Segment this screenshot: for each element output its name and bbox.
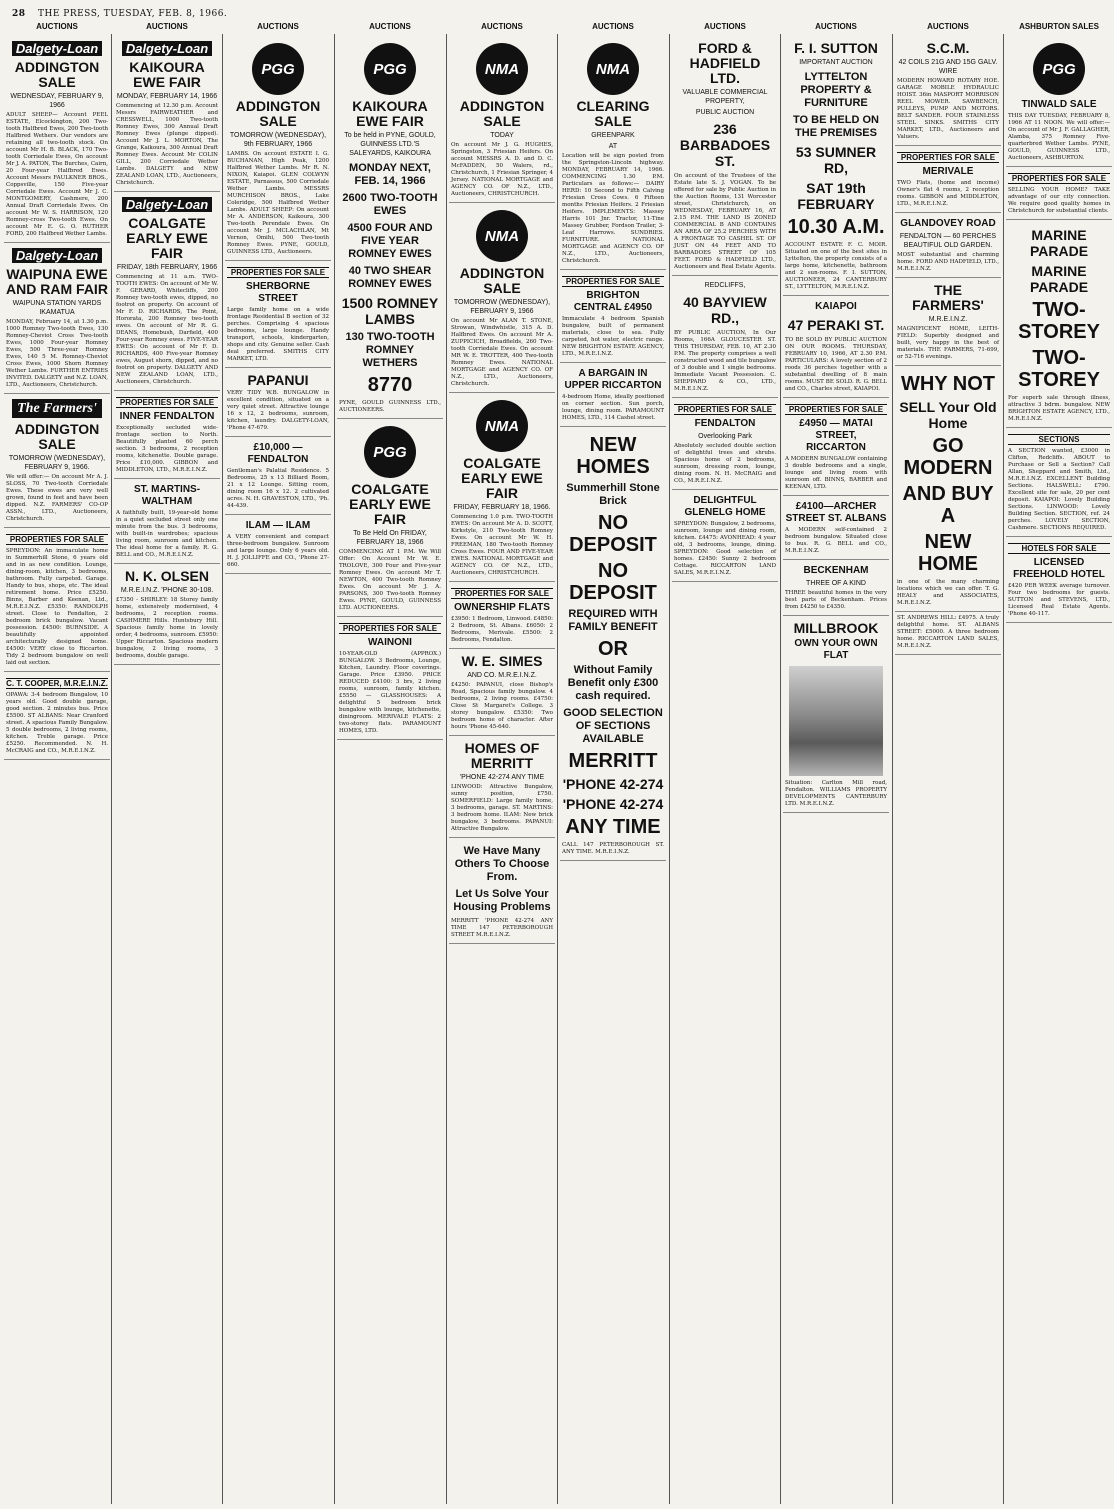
- ad-dateline: TOMORROW (WEDNESDAY), FEBRUARY 9, 1966: [453, 299, 551, 315]
- ad-title: PAPANUI: [247, 372, 309, 388]
- ad-block: [225, 368, 331, 437]
- advertiser-logo: Dalgety-Loan: [12, 41, 102, 56]
- ad-body: A faithfully built, 19-year-old home in a quiet secluded street only one minute from the bus. 3 bedrooms, with built-in wardrobes; spacious living room, sunroom and kitchen. The ideal home for a family. R. G. BELL and CO., M.R.E.I.N.Z.: [116, 510, 218, 558]
- column-rule: [334, 34, 335, 1504]
- ad-title: FORD & HADFIELD LTD.: [689, 40, 761, 86]
- display-line: Without Family Benefit only £300 cash required.: [567, 664, 659, 702]
- ad-body: LINWOOD: Attractive Bungalow, sunny position, £750. SOMERFIELD: Large family home, 3 bedrooms, garage. ST. MARTINS: 3 bedroom home. ILAM: New brick bungalow, 3 bedrooms. PAPANUI: Attractive Bungalow.: [451, 784, 553, 832]
- ad-tagline: Overlooking Park: [698, 433, 752, 440]
- ad-title: MILLBROOK: [793, 620, 879, 636]
- ad-block: [449, 582, 555, 649]
- ad-body: Commencing at 11 a.m. TWO-TOOTH EWES: On account of Mr W. F. GERARD, Whitecliffs, 200 Romney two-tooth ewes, dipped, no footrot on property. On account of Mr F. D. RICHARDS, The Point, Hororata, 200 Romney two-tooth ewes. On account of Mr R. G. DEANS, Homebush, Darfield, 400 Four-year Romney ewes. FIVE-YEAR EWES: On account of Mr F. D. RICHARDS, 400 Five-year Romney ewes, August shorn, dipped, and no footrot on property. DALGETY AND NEW ZEALAND LOAN, LTD., Auctioneers, Christchurch.: [116, 274, 218, 385]
- ad-body: COMMENCING AT 1 P.M. We Will Offer: On Account Mr W. E. TROLOVE, 300 Four and Five-year Romney Ewes. On account Mr T. NEWTON, 400 Two-tooth Romney Ewes. On account Mr J. A. PARSONS, 300 Two-tooth Romney Ewes. PYNE, GOULD, GUINNESS LTD. AUCTIONEERS.: [339, 549, 441, 611]
- ad-title: COALGATE EARLY EWE FAIR: [126, 215, 208, 261]
- ad-block: [783, 616, 889, 813]
- ad-block: [1006, 428, 1112, 537]
- column: [560, 36, 666, 1501]
- display-line: Let Us Solve Your Housing Problems: [453, 888, 551, 913]
- column: [783, 36, 889, 1501]
- ad-block: [114, 36, 220, 192]
- section-heading: PROPERTIES FOR SALE: [339, 623, 441, 634]
- display-line: 40 TWO SHEAR ROMNEY EWES: [348, 265, 432, 290]
- column-rule: [222, 34, 223, 1504]
- display-line: GO MODERN: [903, 435, 993, 479]
- ad-block: [449, 203, 555, 393]
- ad-tagline: IMPORTANT AUCTION: [799, 59, 873, 66]
- column: [337, 36, 443, 1501]
- display-line: MARINE PARADE: [1029, 227, 1089, 259]
- ad-title: HOMES OF MERRITT: [464, 740, 540, 771]
- ad-body: A SECTION wanted, £3000 in Clifton, Redcliffs. ABOUT to Purchase or Sell a Section? Call Allan, Sheppard and Smith, Ltd., M.R.E.I.N.Z. EXCELLENT Building Sections. HALSWELL: £790. Excellent site for sale, 20 per cent deposit. KAIAPOI: Lovely Building Sections. LINWOOD: Lovely Building Section. SECTION, ref. 24 perches. LOVELY SECTION, Cashmere. SECTIONS REQUIRED.: [1008, 448, 1110, 531]
- ad-dateline: FRIDAY, FEBRUARY 18, 1966.: [453, 504, 551, 511]
- ad-title: ADDINGTON SALE: [459, 265, 545, 296]
- section-heading: C. T. COOPER, M.R.E.I.N.Z.: [6, 679, 108, 688]
- ad-body: We will offer:— On account Mr A. J. SLOSS, 70 Two-tooth Corriedale Ewes. These ewes are very well grown, found in feet and have been dipped. N.Z. FARMERS' CO-OP ASSN., LTD., Auctioneers, Christchurch.: [6, 474, 108, 522]
- advertiser-logo: Dalgety-Loan: [12, 248, 102, 263]
- ad-subtitle: BRIGHTON CENTRAL £4950: [573, 290, 653, 313]
- ad-dateline: FRIDAY, 18th FEBRUARY, 1966: [116, 264, 218, 271]
- column-rule: [446, 34, 447, 1504]
- ad-dateline: PUBLIC AUCTION: [695, 109, 755, 116]
- advertiser-logo: PGG: [364, 426, 416, 478]
- column-heading: AUCTIONS: [815, 22, 857, 31]
- ad-block: [4, 672, 110, 760]
- ad-block: [895, 366, 1001, 612]
- display-line: TO BE HELD ON THE PREMISES: [793, 114, 879, 139]
- ad-body: CALL 147 PETERBOROUGH ST. ANY TIME. M.R.E.I.N.Z.: [562, 842, 664, 855]
- display-line: NEW HOME: [918, 531, 978, 575]
- ad-title: W. E. SIMES: [461, 653, 543, 669]
- display-line: 53 SUMNER RD,: [795, 144, 877, 176]
- ad-dateline: TOMORROW (WEDNESDAY), FEBRUARY 9, 1966.: [8, 455, 106, 471]
- ad-subtitle: SHERBORNE STREET: [246, 281, 310, 304]
- ad-dateline: WAIPUNA STATION YARDS IKAMATUA: [12, 300, 102, 316]
- ad-block: [4, 36, 110, 243]
- ad-tagline: GREENPARK: [591, 132, 635, 139]
- column-heading: AUCTIONS: [257, 22, 299, 31]
- ad-subtitle: INNER FENDALTON: [119, 411, 215, 422]
- display-line: MONDAY NEXT, FEB. 14, 1966: [349, 162, 431, 187]
- ad-block: [449, 36, 555, 203]
- display-line: TWO-STOREY: [1018, 347, 1100, 391]
- column-rule: [111, 34, 112, 1504]
- ad-body: VERY TIDY W.B. BUNGALOW in excellent condition, situated on a very quiet street. Attractive lounge 16 x 12, 2 bedrooms, sunroom, kitchen, laundry. DALGETY-LOAN, 'Phone 47-679.: [227, 390, 329, 431]
- ad-subtitle: TINWALD SALE: [1021, 99, 1097, 110]
- ad-block: [225, 261, 331, 368]
- ad-block: [895, 213, 1001, 278]
- column: [114, 36, 220, 1501]
- ad-dateline: AT: [608, 143, 618, 150]
- ad-block: [449, 736, 555, 838]
- ad-body: Gentleman's Palatial Residence. 5 Bedrooms, 25 x 13 Billiard Room, 21 x 12 Lounge. Sitting room, dining room 16 x 12. 2 cultivated acres. N. H. GRAVESTON, LTD., 'Ph. 44-439.: [227, 468, 329, 509]
- display-line: We Have Many Others To Choose From.: [454, 845, 550, 883]
- section-heading: SECTIONS: [1008, 434, 1110, 445]
- ad-block: [895, 146, 1001, 213]
- ad-title: S.C.M.: [926, 40, 970, 56]
- section-heading: PROPERTIES FOR SALE: [227, 267, 329, 278]
- display-line: GOOD SELECTION OF SECTIONS AVAILABLE: [563, 707, 663, 745]
- display-line: LYTTELTON PROPERTY & FURNITURE: [800, 71, 872, 109]
- ad-block: [560, 363, 666, 427]
- ad-title: F. I. SUTTON: [794, 40, 878, 56]
- ad-tagline: THREE OF A KIND: [806, 580, 866, 587]
- ad-body: LAMBS. On account ESTATE I. G. BUCHANAN, High Peak, 1200 Halfbred Wether Lambs. Mr R. N. NIXON, Kaiapoi. GLEN COLWYN ESTATE, Parnassus, 500 Corriedale Wether Lambs. MESSRS MURCHISON BROS., Lake Coleridge, 500 Halfbred Wether Lambs. ADULT SHEEP: On account Mr A. ANDERSON, Kaikoura, 300 Two-tooth Perendale Ewes. On account Mr J. MCLACHLAN, Mt Vernon, Omihi, 500 Two-tooth Romney Ewes. PYNE, GOULD, GUINNESS LTD., Auctioneers.: [227, 151, 329, 255]
- display-line: SAT 19th FEBRUARY: [797, 180, 875, 212]
- ad-body: ACCOUNT ESTATE F. C. MOIR. Situated on one of the best sites in Lyttelton, the property consists of a large home, kitchenette, bathroom and 2 sun-rooms. F. I. SUTTON, AUCTIONEER, 24 CANTERBURY ST., LYTTELTON, M.R.E.I.N.Z.: [785, 242, 887, 290]
- advertiser-logo: PGG: [364, 43, 416, 95]
- ad-block: [449, 838, 555, 944]
- display-line: SELL Your Old Home: [899, 399, 997, 431]
- ad-title: ADDINGTON SALE: [14, 59, 100, 90]
- ad-block: [225, 437, 331, 515]
- ad-body: On account Mr J. G. HUGHES, Springston, 3 Friesian Heifers. On account MESSRS A. D. and D. C. McFADDEN, 50 Walers, rd., Christchurch, 1 Friesian Springer, 4 Jersey. NATIONAL MORTGAGE and AGENCY CO. OF N.Z., LTD., Auctioneers, CHRISTCHURCH.: [451, 142, 553, 197]
- column-heading: AUCTIONS: [704, 22, 746, 31]
- column-rule: [780, 34, 781, 1504]
- ad-body: Large family home on a wide frontage Residential B section of 32 perches. Comprising 4 spacious bedrooms, large lounge. Handy transport, schools, kindergarten, shops and city. Genuine seller. Cash deal preferred. SMITHS CITY MARKET, LTD.: [227, 307, 329, 362]
- ad-body: TWO Flats, (home and income) Owner's flat 4 rooms, 2 reception rooms. GIBBON and MIDDLETON, LTD., M.R.E.I.N.Z.: [897, 180, 999, 207]
- advertiser-logo: PGG: [1033, 43, 1085, 95]
- ad-dateline: TOMORROW (WEDNESDAY), 9th FEBRUARY, 1966: [229, 132, 327, 148]
- display-line: 236 BARBADOES ST.: [679, 121, 771, 169]
- ad-subtitle: BECKENHAM: [803, 565, 869, 576]
- ad-title: KAIKOURA EWE FAIR: [129, 59, 205, 90]
- ad-body: A VERY convenient and compact three-bedroom bungalow. Sunroom and large lounge. Only 6 years old. H. J. JOLLIFFE and CO., 'Phone 27-660.: [227, 534, 329, 568]
- section-heading: PROPERTIES FOR SALE: [674, 404, 776, 415]
- ad-body: On account of the Trustees of the Estate late S. J. VOGAN. To be offered for sale by Public Auction in the Auction Rooms, 131 Worcester street, Christchurch, on WEDNESDAY, FEBRUARY 16, AT 2.15 P.M. THE LAND IS ZONED COMMERCIAL B AND CONTAINS AN AREA OF 25.2 PERCHES WITH A FRONTAGE TO CASHEL ST. OF JUST ON 44 FEET AND TO BARBADOES STREET OF 105 FEET. FORD & HADFIELD LTD., Auctioneers and Real Estate Agents.: [674, 173, 777, 270]
- ad-body: A MODERN self-contained 2 bedroom bungalow. Situated close to bus. R. G. BELL and CO., M.R.E.I.N.Z.: [785, 527, 887, 554]
- ad-body: Absolutely secluded double section of delightful trees and shrubs. Spacious home of 2 bedrooms, sunroom, dressing room, lounge, dining room. N. H. McCRAIG and CO., M.R.E.I.N.Z.: [674, 443, 776, 484]
- ad-subtitle: WAINONI: [368, 637, 412, 648]
- ad-dateline: To Be Held On FRIDAY, FEBRUARY 18, 1966: [353, 530, 427, 546]
- ad-block: [449, 393, 555, 582]
- column-heading: AUCTIONS: [927, 22, 969, 31]
- display-line: 2600 TWO-TOOTH EWES: [342, 192, 438, 217]
- display-line: 130 TWO-TOOTH ROMNEY WETHERS: [345, 331, 435, 369]
- ad-body: Location will be sign posted from the Springston-Lincoln highway. MONDAY, FEBRUARY 14, 1966. COMMENCING 1.30 P.M. Particulars as follows:— DAIRY HERD: 10 Second to Fifth Calving Friesian Cross Cows. 6 Fifteen months Friesian Heifers. 2 Friesian Heifers. IMPLEMENTS: Massey Harris 101 Jnr. Tractor, 11-Tine Massey Grubber, Fordson Trailer, 3-Leaf Harrows. SUNDRIES. FURNITURE. NATIONAL MORTGAGE and AGENCY CO. OF N.Z., LTD., Auctioneers, Christchurch.: [562, 153, 664, 264]
- page-number: 28: [12, 9, 26, 19]
- advertiser-logo: NMA: [476, 210, 528, 262]
- ad-body: ADULT SHEEP— Account PEEL ESTATE, Elcockington, 200 Two-tooth Halfbred Ewes, 200 Two-tooth Halfbred Wethers. Our vendors are retaining all two-tooth stock. On account Mr H. B. BLACK, 170 Two-tooth Corriedale Ewes, On account Mr J. A. PATON, The Burches, Cairn, 20 Four-year Halfbred Ewes. Account Messrs FAULKNER BROS., Coppsville, 150 Five-year Corriedale Ewes. Account Mr J. C. MONTGOMERY, Cashmere, 200 Annual Draft Corriedale Ewes. On account Mr W. S. HARRISON, 120 Romney-cross Two-tooth Ewes. On account Mr E. G. O. RUTHER FORD, 200 Halfbred Wether Lambs.: [6, 112, 108, 237]
- ad-title: COALGATE EARLY EWE FAIR: [461, 455, 543, 501]
- ad-body: For superb sale through illness, attractive 3 bdrm. bungalow. NEW BRIGHTON ESTATE AGENCY, LTD., M.R.E.I.N.Z.: [1008, 395, 1110, 422]
- display-line: ANY TIME: [565, 816, 661, 838]
- ad-body: 10-YEAR-OLD (APPROX.) BUNGALOW. 3 Bedrooms, Lounge, Kitchen, Laundry. Floor coverings. Garage. Price £3950. PRICE REDUCED £4100: 3 brs, 2 living rooms, sunroom, family kitchen. £5550 — GLASSHOUSES: A delightful 5 bedroom brick bungalow with lounge, kitchenette, diningroom. MERIVALE FLATS: 2 two-storey flats. PARAMOUNT HOMES, LTD.: [339, 651, 441, 734]
- ad-body: MONDAY, February 14, at 1.30 p.m. 1000 Romney Two-tooth Ewes, 130 Romney-Cheviot Cross Two-tooth Ewes, 1000 Four-year Romney Ewes, 500 Three-year Romney Ewes, 140 5 M. Romney-Cheviot Cross Ewes, 1000 Shorn Romney Wether Lambs. FURTHER ENTRIES INVITED. DALGETY and N.Z. LOAN, LTD., Auctioneers, Christchurch.: [6, 319, 108, 388]
- ad-block: [1006, 537, 1112, 623]
- ad-body: Situation: Carlton Mill road, Fendalton. WILLIAMS PROPERTY DEVELOPMENTS CANTERBURY LTD. M.R.E.I.N.Z.: [785, 780, 887, 807]
- ad-block: [560, 270, 666, 363]
- column: [225, 36, 331, 1501]
- display-line: Summerhill Stone Brick: [566, 482, 660, 507]
- ad-title: CLEARING SALE: [576, 98, 650, 129]
- column-headings: [0, 22, 1114, 34]
- ad-dateline: M.R.E.I.N.Z.: [928, 316, 968, 323]
- display-line: 40 BAYVIEW RD.,: [683, 294, 767, 326]
- advertiser-logo: Dalgety-Loan: [122, 197, 212, 212]
- ad-body: OPAWA: 3-4 bedroom Bungalow, 10 years old. Good double garage, good section. 2 minutes bus. Price £5500. ST ALBANS: Near Cranford street. A spacious Family Bungalow. 5 double bedrooms, 2 living rooms, kitchen. Treble garage. Price £5250. Recommended. N. H. McCRAIG and CO., M.R.E.I.N.Z.: [6, 692, 108, 754]
- ad-subtitle: £4950 — MATAI STREET, RICCARTON: [799, 418, 873, 453]
- ad-body: MODERN HOWARD ROTARY HOE. GARAGE MOBILE HYDRAULIC HOIST. 36in MASPORT MORRISON REEL MOWER. SAWBENCH, PULLEYS, PUMP AND MOTORS. BELT SANDER. FOUR STAINLESS STEEL SINKS. SMITHS CITY MARKET, LTD., Auctioneers and Valuers.: [897, 78, 999, 140]
- ad-block: [337, 617, 443, 740]
- ad-block: [114, 192, 220, 391]
- ad-subtitle: OWN YOUR OWN FLAT: [794, 638, 878, 661]
- display-line: REQUIRED WITH FAMILY BENEFIT: [568, 608, 658, 633]
- section-heading: PROPERTIES FOR SALE: [451, 588, 553, 599]
- advertiser-logo: NMA: [587, 43, 639, 95]
- display-line: 10.30 A.M.: [787, 216, 885, 238]
- display-line: 1500 ROMNEY LAMBS: [341, 295, 439, 327]
- ad-subtitle: GLANDOVEY ROAD: [900, 218, 996, 229]
- ad-body: Exceptionally secluded wide-frontage section to North. Beautifully planted 60 perch section. 3 bedrooms, 2 reception rooms, kitchenette. Double garage. Price £10,000. GIBBON and MIDDLETON, LTD., M.R.E.I.N.Z.: [116, 425, 218, 473]
- ad-body: TO BE SOLD BY PUBLIC AUCTION ON OUR ROOMS. THURSDAY, FEBRUARY 10, 1966, AT 2.30 P.M. PARTICULARS: A lovely section of 2 roods 36 perches together with a substantial dwelling of 8 main rooms. MUST BE SOLD. R. G. BELL and CO., Charles street, KAIAPOI.: [785, 337, 887, 392]
- ad-block: [672, 36, 778, 276]
- display-line: WHY NOT: [900, 373, 996, 395]
- ad-dateline: To be held in PYNE, GOULD, GUINNESS LTD.'S SALEYARDS, KAIKOURA: [344, 132, 436, 157]
- column: [895, 36, 1001, 1501]
- ad-title: ADDINGTON SALE: [459, 98, 545, 129]
- ad-body: THIS DAY TUESDAY, FEBRUARY 8, 1966 AT 11 NOON. We will offer:— On account of Mr J. F. GALLAGHER, Alamba, 375 Romney Five-quarterbred Wether Lambs. PYNE, GOULD, GUINNESS LTD., Auctioneers, ASHBURTON.: [1008, 113, 1110, 161]
- ad-dateline: AND CO. M.R.E.I.N.Z.: [467, 672, 537, 679]
- display-line: 47 PERAKI ST.: [787, 317, 885, 333]
- display-line: MARINE PARADE: [1029, 263, 1089, 295]
- ad-block: [783, 560, 889, 616]
- ad-block: [4, 528, 110, 672]
- display-line: 8770: [367, 374, 413, 396]
- column-heading: AUCTIONS: [481, 22, 523, 31]
- ad-body: MAGNIFICENT HOME, LEITH-FIELD: Superbly designed and built, very happy in the best of materials. THE FARMERS, 71-699, or 52-716 evenings.: [897, 326, 999, 360]
- advertiser-logo: NMA: [476, 43, 528, 95]
- column-rule: [669, 34, 670, 1504]
- section-heading: HOTELS FOR SALE: [1008, 543, 1110, 554]
- ad-body: SPREYDON: Bungalow, 2 bedrooms, sunroom, lounge and dining room, kitchen. £4475: AVONHEAD: 4 year old, 3 bedrooms, lounge, dining. SPREYDON: Good selection of homes. £2450: Sunny 2 bedroom Cottage. RICCARTON LAND SALES, M.R.E.I.N.Z.: [674, 521, 776, 576]
- ad-block: [114, 564, 220, 665]
- ad-tagline: FENDALTON — 60 PERCHES BEAUTIFUL OLD GARDEN.: [899, 233, 997, 249]
- display-line: NO DEPOSIT: [569, 512, 657, 556]
- ad-subtitle: A BARGAIN IN UPPER RICCARTON: [564, 368, 662, 391]
- ad-block: [4, 243, 110, 394]
- column-rule: [557, 34, 558, 1504]
- ad-body: PYNE, GOULD GUINNESS LTD., AUCTIONEERS.: [339, 400, 441, 413]
- display-line: NEW HOMES: [576, 434, 650, 478]
- ad-block: [560, 427, 666, 861]
- ad-tagline: REDCLIFFS,: [704, 282, 746, 289]
- ad-body: MOST substantial and charming home. FORD AND HADFIELD, LTD., M.R.E.I.N.Z.: [897, 252, 999, 272]
- ad-block: [114, 391, 220, 479]
- ad-title: COALGATE EARLY EWE FAIR: [349, 481, 431, 527]
- ad-title: ADDINGTON SALE: [235, 98, 321, 129]
- column: [449, 36, 555, 1501]
- ad-body: 4-bedroom Home, ideally positioned on corner section. Sun porch, lounge, dining room. PARAMOUNT HOMES, LTD., 114 Cashel street.: [562, 394, 664, 421]
- ad-subtitle: £4100—ARCHER STREET ST. ALBANS: [785, 501, 887, 524]
- ad-title: THE FARMERS': [912, 282, 984, 313]
- ad-subtitle: £10,000 — FENDALTON: [247, 442, 309, 465]
- column: [672, 36, 778, 1501]
- column-heading: ASHBURTON SALES: [1019, 22, 1099, 31]
- ad-body: Commencing at 12.30 p.m. Account Messrs FAIRWEATHER and CRESSWELL, 1000 Two-tooth Romney Ewes, 300 Annual Draft Romney Ewes (plunge dipped). Account Mr J. L. MORTON, The Grange, Kaikoura, 300 Annual Draft Romney Ewes. Account Mr COLIN GILL, 200 Corriedale Wether Lambs. DALGETY and NEW ZEALAND LOAN, LTD., Auctioneers, Christchurch.: [116, 103, 218, 186]
- advertiser-logo: Dalgety-Loan: [122, 41, 212, 56]
- ad-body: £420 PER WEEK average turnover. Four two bedrooms for guests. SUTTON and STEVENS, LTD., Licensed Real Estate Agents. 'Phone 40-117.: [1008, 583, 1110, 617]
- ad-body: THREE beautiful homes in the very best parts of Beckenham. Prices from £4250 to £4350.: [785, 590, 887, 610]
- ad-block: [672, 398, 778, 490]
- column-heading: AUCTIONS: [369, 22, 411, 31]
- ad-subtitle: KAIAPOI: [815, 301, 857, 312]
- ad-block: [560, 36, 666, 270]
- ad-subtitle: FENDALTON: [694, 418, 756, 429]
- ad-dateline: 42 COILS 21G AND 15G GALV. WIRE: [898, 59, 998, 75]
- advertiser-logo: NMA: [476, 400, 528, 452]
- ad-block: [895, 278, 1001, 366]
- advertiser-logo: The Farmers': [12, 399, 102, 418]
- display-line: TWO-STOREY: [1018, 299, 1100, 343]
- ad-block: [783, 398, 889, 496]
- section-heading: PROPERTIES FOR SALE: [897, 152, 999, 163]
- ad-subtitle: ILAM — ILAM: [245, 520, 311, 531]
- column-heading: AUCTIONS: [146, 22, 188, 31]
- display-line: OR: [598, 638, 628, 660]
- ad-body: £4250: PAPANUI, close Bishop's Road, Spacious family bungalow. 4 bedrooms, 2 living rooms. £4750: Close St Margaret's College. 3 storey bungalow. £5350: Two bedroom home of character. After hours 'Phone 45-640.: [451, 682, 553, 730]
- ad-body: SELLING YOUR HOME? TAKE advantage of our city connection. We require good quality homes in Christchurch for substantial clients.: [1008, 187, 1110, 214]
- ad-dateline: WEDNESDAY, FEBRUARY 9, 1966: [10, 93, 104, 109]
- ad-body: BY PUBLIC AUCTION, In Our Rooms, 166A GLOUCESTER ST. THIS THURSDAY, FEB. 10, AT 2.30 P.M. The property comprises a well constructed wood and tile bungalow of 3 double and 1 single bedrooms. Immediate Vacant Possession. C. SHEPPARD & CO., LTD., M.R.E.I.N.Z.: [674, 330, 776, 392]
- column-rule: [892, 34, 893, 1504]
- section-heading: PROPERTIES FOR SALE: [6, 534, 108, 545]
- ad-subtitle: ST. MARTINS-WALTHAM: [133, 484, 201, 507]
- ad-tagline: VALUABLE COMMERCIAL PROPERTY,: [682, 89, 768, 105]
- display-line: MERRITT: [568, 750, 658, 772]
- ad-title: WAIPUNA EWE AND RAM FAIR: [6, 266, 108, 297]
- ad-body: Commencing 1.0 p.m. TWO-TOOTH EWES: On account Mr A. D. SCOTT, Kirkstyle, 210 Two-tooth Romney Ewes. On account Mr W. H. FREEMAN, 180 Two-tooth Romney Cross Ewes. FOUR AND FIVE-YEAR EWES. NATIONAL MORTGAGE and AGENCY CO. OF N.Z., LTD., Auctioneers, CHRISTCHURCH.: [451, 514, 553, 576]
- display-line: 'PHONE 42-274: [562, 776, 664, 792]
- display-line: NO DEPOSIT: [569, 560, 657, 604]
- ad-body: Immaculate 4 bedroom Spanish bungalow, built of permanent materials, close to sea. Fully carpeted, hot water, electric range. NEW BRIGHTON ESTATE AGENCY, LTD., M.R.E.I.N.Z.: [562, 316, 664, 357]
- column-heading: AUCTIONS: [592, 22, 634, 31]
- column-heading: AUCTIONS: [36, 22, 78, 31]
- ad-subtitle: DELIGHTFUL GLENELG HOME: [684, 495, 766, 518]
- ad-body: in one of the many charming locations which we can offer. T. G. HEALY and ASSOCIATES, M.R.E.I.N.Z.: [897, 579, 999, 606]
- ad-block: [783, 296, 889, 398]
- ad-dateline: TODAY: [490, 132, 514, 139]
- ad-body: On account Mr ALAN T. STONE, Strowan, Windwhistle, 315 A. D. Halfbred Ewes. On account Mr A. ZUPPICICH, Broadfields, 260 Two-tooth Corriedale Ewes. On account MR W. E. TROTTER, 400 Two-tooth Romney Ewes. NATIONAL MORTGAGE and AGENCY CO. OF N.Z., LTD., Auctioneers, Christchurch.: [451, 318, 553, 387]
- ad-block: [672, 490, 778, 582]
- ad-block: [4, 394, 110, 528]
- ad-body: £3950: 1 Bedroom, Linwood. £4850: 2 Bedroom, St. Albans. £6050: 2 Bedrooms, Merivale. £5500: 2 Bedrooms, Fendalton.: [451, 616, 553, 643]
- ad-body: £7350 - SHIRLEY: 18 Storey family home, extensively modernised, 4 bedrooms, 2 reception rooms. CASHMERE Hills. Huntsbury Hill. Spacious family home in lovely order, 4 bedrooms, sunroom. £5950: Upper Riccarton. Spacious modern bungalow, 2 living rooms, 3 bedrooms, double garage.: [116, 597, 218, 659]
- advertiser-logo: PGG: [252, 43, 304, 95]
- ad-block: [1006, 220, 1112, 428]
- ad-block: [225, 36, 331, 261]
- section-heading: PROPERTIES FOR SALE: [1008, 173, 1110, 184]
- ad-block: [1006, 167, 1112, 220]
- ad-block: [114, 479, 220, 564]
- ad-subtitle: LICENSED FREEHOLD HOTEL: [1013, 557, 1105, 580]
- ad-block: [895, 36, 1001, 146]
- ad-dateline: MONDAY, FEBRUARY 14, 1966: [116, 93, 218, 100]
- column: [4, 36, 110, 1501]
- ad-block: [783, 496, 889, 560]
- ad-subtitle: MERIVALE: [922, 166, 974, 177]
- ad-subtitle: OWNERSHIP FLATS: [454, 602, 550, 613]
- building-photo: [789, 666, 883, 776]
- ad-block: [783, 36, 889, 296]
- section-heading: PROPERTIES FOR SALE: [116, 397, 218, 408]
- paper-dateline: THE PRESS, TUESDAY, FEB. 8, 1966.: [38, 9, 228, 19]
- ad-title: N. K. OLSEN: [124, 568, 209, 584]
- display-line: AND BUY A: [902, 483, 994, 527]
- ad-block: [672, 276, 778, 398]
- display-line: 4500 FOUR AND FIVE YEAR ROMNEY EWES: [347, 222, 433, 260]
- ad-body: MERRITT 'PHONE 42-274 ANY TIME 147 PETERBOROUGH STREET M.R.E.I.N.Z.: [451, 918, 553, 938]
- ad-block: [449, 649, 555, 736]
- ad-block: [337, 419, 443, 617]
- ad-block: [337, 36, 443, 419]
- display-line: 'PHONE 42-274: [562, 796, 664, 812]
- column-rule: [1003, 34, 1004, 1504]
- section-heading: PROPERTIES FOR SALE: [785, 404, 887, 415]
- ad-title: ADDINGTON SALE: [14, 421, 100, 452]
- ad-title: KAIKOURA EWE FAIR: [352, 98, 428, 129]
- ad-block: [895, 612, 1001, 655]
- ad-body: ST. ANDREWS HILL: £4975. A truly delightful home. ST. ALBANS STREET: £5000. A three bedroom home. RICCARTON LAND SALES, M.R.E.I.N.Z.: [897, 615, 999, 649]
- section-heading: PROPERTIES FOR SALE: [562, 276, 664, 287]
- ad-dateline: M.R.E.I.N.Z. 'PHONE 30-108.: [120, 587, 214, 594]
- column: [1006, 36, 1112, 1501]
- ad-block: [1006, 36, 1112, 167]
- ad-block: [225, 515, 331, 574]
- ad-body: A MODERN BUNGALOW containing 3 double bedrooms and a single, lounge and living room with sunroom off. BINNS, BARBER and KEENAN, LTD.: [785, 456, 887, 490]
- ad-body: SPREYDON: An immaculate home in Summerhill Stone, 6 years old and in as new condition. Lounge, dining-room, kitchen, 3 bedrooms, bathroom. Fully carpeted. Garage. Handy to bus, shops, etc. The ideal retirement home. Price £5250. Binns, Barber and Keenan, Ltd., M.R.E.I.N.Z. £5350: RANDOLPH street. Close to Fendalton, 2 bedroom brick bungalow. Vacant possession. £4500: BURNSIDE. A beautifully appointed architecturally designed home. £4500: VERY close to Riccarton. Tidy 2 bedroom bungalow on well laid out section.: [6, 548, 108, 666]
- ad-dateline: 'PHONE 42-274 ANY TIME: [459, 774, 545, 781]
